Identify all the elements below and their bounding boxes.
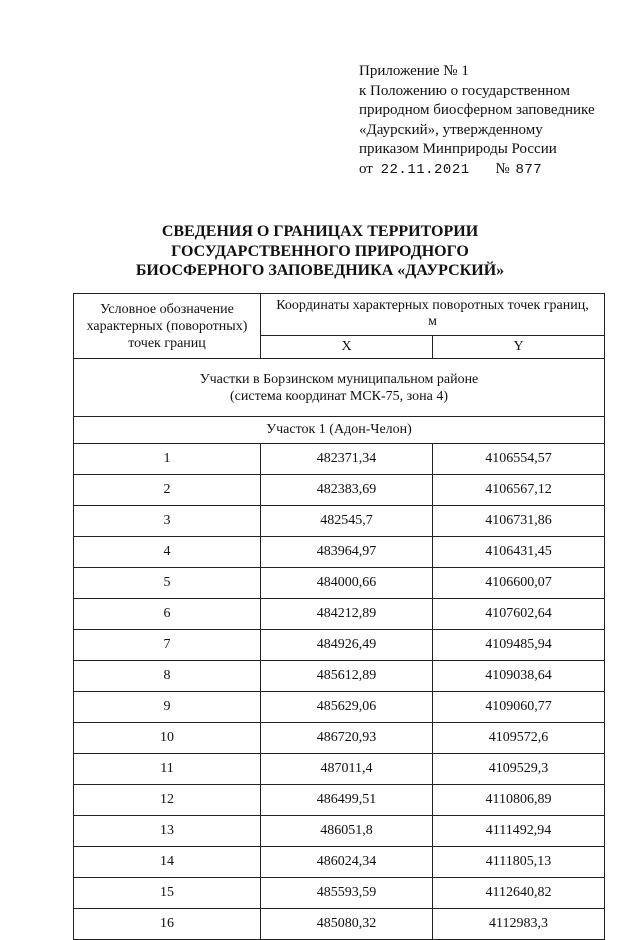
- point-number-cell: 12: [74, 785, 261, 816]
- table-row: [74, 723, 605, 754]
- point-number-cell: 2: [74, 475, 261, 506]
- boundary-coordinates-table: [73, 293, 605, 940]
- table-row: [74, 847, 605, 878]
- point-number-cell: 13: [74, 816, 261, 847]
- y-coordinate-cell: 4111805,13: [433, 847, 605, 878]
- y-coordinate-cell: 4106731,86: [433, 506, 605, 537]
- appendix-block: [359, 62, 595, 180]
- point-number-cell: 3: [74, 506, 261, 537]
- x-coordinate-cell: 482545,7: [261, 506, 433, 537]
- table-body: [74, 444, 605, 940]
- y-coordinate-cell: 4109529,3: [433, 754, 605, 785]
- order-number: 877: [515, 161, 543, 178]
- x-coordinate-cell: 485629,06: [261, 692, 433, 723]
- y-column-header: Y: [433, 335, 605, 358]
- table-row: [74, 692, 605, 723]
- table-row: [74, 816, 605, 847]
- table-row: [74, 754, 605, 785]
- document-title: [0, 222, 640, 281]
- point-number-cell: 15: [74, 878, 261, 909]
- table-row: [74, 537, 605, 568]
- point-number-cell: 7: [74, 630, 261, 661]
- point-number-cell: 1: [74, 444, 261, 475]
- table-row: [74, 785, 605, 816]
- x-coordinate-cell: 484000,66: [261, 568, 433, 599]
- point-number-cell: 10: [74, 723, 261, 754]
- x-coordinate-cell: 485593,59: [261, 878, 433, 909]
- y-coordinate-cell: 4109060,77: [433, 692, 605, 723]
- point-number-cell: 4: [74, 537, 261, 568]
- date-prefix: от: [359, 160, 373, 177]
- y-coordinate-cell: 4109572,6: [433, 723, 605, 754]
- point-number-cell: 8: [74, 661, 261, 692]
- table-row: [74, 506, 605, 537]
- y-coordinate-cell: 4111492,94: [433, 816, 605, 847]
- x-coordinate-cell: 482371,34: [261, 444, 433, 475]
- table-row: [74, 661, 605, 692]
- point-number-cell: 14: [74, 847, 261, 878]
- y-coordinate-cell: 4106554,57: [433, 444, 605, 475]
- table-row: [74, 878, 605, 909]
- point-number-cell: 16: [74, 909, 261, 940]
- x-coordinate-cell: 484926,49: [261, 630, 433, 661]
- table-row: [74, 444, 605, 475]
- table-row: [74, 475, 605, 506]
- point-number-cell: 9: [74, 692, 261, 723]
- x-coordinate-cell: 483964,97: [261, 537, 433, 568]
- appendix-line-4: «Даурский», утвержденному: [359, 121, 543, 138]
- section-line-1: Участки в Борзинском муниципальном районе: [199, 371, 479, 387]
- subsection-header: Участок 1 (Адон-Челон): [74, 417, 605, 444]
- x-coordinate-cell: 484212,89: [261, 599, 433, 630]
- section-header: [74, 359, 605, 417]
- appendix-line-5: приказом Минприроды России: [359, 141, 557, 157]
- y-coordinate-cell: 4109038,64: [433, 661, 605, 692]
- x-coordinate-cell: 486024,34: [261, 847, 433, 878]
- number-prefix: №: [495, 160, 510, 177]
- appendix-line-2: к Положению о государственном: [359, 82, 570, 99]
- title-line-3: БИОСФЕРНОГО ЗАПОВЕДНИКА «ДАУРСКИЙ»: [135, 262, 505, 279]
- x-coordinate-cell: 485612,89: [261, 661, 433, 692]
- title-line-2: ГОСУДАРСТВЕННОГО ПРИРОДНОГО: [171, 242, 469, 260]
- section-line-2: (система координат МСК-75, зона 4): [230, 388, 448, 404]
- y-coordinate-cell: 4112983,3: [433, 909, 605, 940]
- appendix-date-line: [359, 160, 595, 181]
- coordinates-header: Координаты характерных поворотных точек границ, м: [261, 294, 605, 336]
- y-coordinate-cell: 4109485,94: [433, 630, 605, 661]
- x-coordinate-cell: 482383,69: [261, 475, 433, 506]
- table-row: [74, 599, 605, 630]
- point-number-cell: 6: [74, 599, 261, 630]
- y-coordinate-cell: 4106600,07: [433, 568, 605, 599]
- y-coordinate-cell: 4107602,64: [433, 599, 605, 630]
- x-coordinate-cell: 486499,51: [261, 785, 433, 816]
- x-coordinate-cell: 486051,8: [261, 816, 433, 847]
- x-coordinate-cell: 485080,32: [261, 909, 433, 940]
- title-line-1: СВЕДЕНИЯ О ГРАНИЦАХ ТЕРРИТОРИИ: [161, 223, 479, 240]
- x-coordinate-cell: 487011,4: [261, 754, 433, 785]
- point-number-cell: 11: [74, 754, 261, 785]
- order-date: 22.11.2021: [380, 161, 470, 178]
- appendix-line-1: Приложение № 1: [359, 63, 469, 79]
- point-number-cell: 5: [74, 568, 261, 599]
- point-designation-header: Условное обозначение характерных (поворотных) точек границ: [74, 294, 261, 359]
- x-column-header: X: [261, 335, 433, 358]
- table-row: [74, 909, 605, 940]
- appendix-line-3: природном биосферном заповеднике: [359, 102, 595, 118]
- table-row: [74, 568, 605, 599]
- x-coordinate-cell: 486720,93: [261, 723, 433, 754]
- table-row: [74, 630, 605, 661]
- y-coordinate-cell: 4112640,82: [433, 878, 605, 909]
- y-coordinate-cell: 4106431,45: [433, 537, 605, 568]
- y-coordinate-cell: 4106567,12: [433, 475, 605, 506]
- y-coordinate-cell: 4110806,89: [433, 785, 605, 816]
